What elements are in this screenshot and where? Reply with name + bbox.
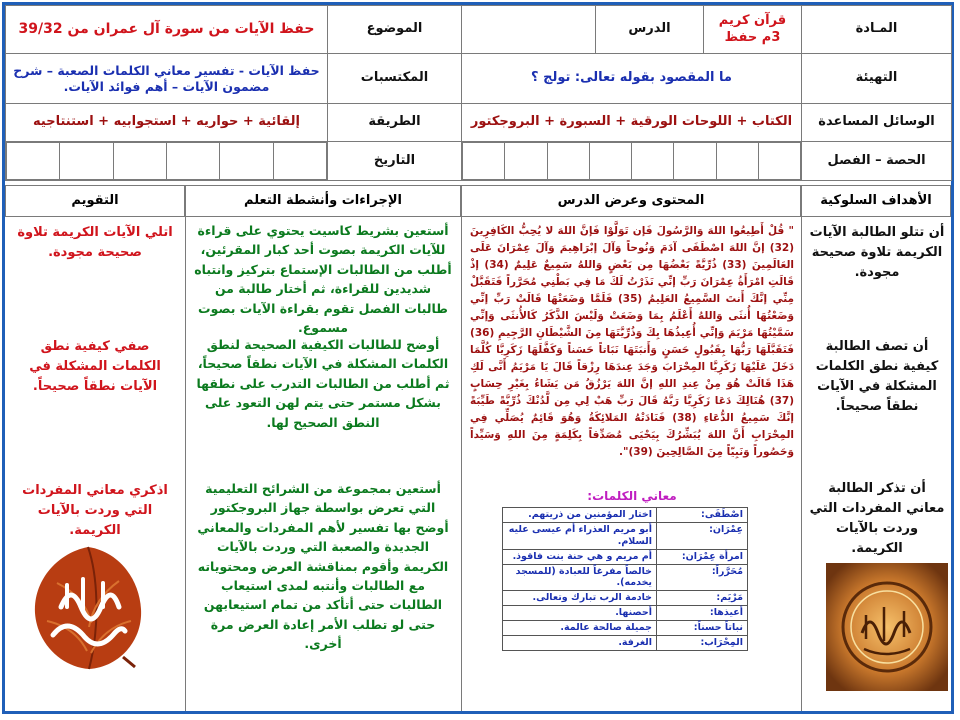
- vocab-meaning: خادمة الرب تبارك وتعالى.: [503, 591, 657, 606]
- vocab-row: [503, 621, 748, 636]
- evaluation-item: اذكري معاني المفردات التي وردت بالآيات الكريمة.: [22, 483, 168, 539]
- objectives-title: الأهداف السلوكية: [801, 185, 951, 217]
- calligraphy-emblem-image: [826, 563, 948, 691]
- topic-value: حفظ الآيات من سورة آل عمران من 39/32: [6, 6, 328, 54]
- vocab-word: نباتاً حسناً:: [657, 621, 748, 636]
- header-table: [5, 5, 952, 181]
- vocab-word: عِمْرَان:: [657, 522, 748, 549]
- vocab-row: [503, 564, 748, 591]
- procedure-item: أستعين بشريط كاسيت يحتوي على قراءة للآيات الكريمة بصوت أحد كبار المقرئين، أطلب من الطالبات الإستماع بتركيز وانتباه شديدين للقراءة، ثم أختار طالبة من طالبات الفصل تقوم بقراءة الآيات بصوت مسموع.: [194, 223, 452, 335]
- date-cells: [6, 142, 328, 181]
- quran-verses: " قُلْ أَطِيعُوا اللهَ وَالرَّسُولَ فَإن تَوَلَّوْا فَإنَّ اللهَ لا يُحِبُّ الكَافِرِينَ (32) إنَّ اللهَ اصْطَفَى آدَمَ وَنُوحاً وَآلَ إبْرَاهِيمَ وَآلَ عِمْرَانَ عَلَى العَالَمِينَ (33) ذُرِّيَّةً بَعْضُهَا مِن بَعْضٍ وَاللهُ سَمِيعٌ عَلِيمٌ (34) إذْ قَالَتِ امْرَأَةُ عِمْرَانَ رَبِّ إنِّي نَذَرْتُ لَكَ مَا فِي بَطْنِي مُحَرَّراً فَتَقَبَّلْ مِنِّي إنَّكَ أَنتَ السَّمِيعُ العَلِيمُ (35) فَلَمَّا وَضَعَتْهَا قَالَتْ رَبِّ إنِّي وَضَعْتُهَا أُنثَى وَاللهُ أَعْلَمُ بِمَا وَضَعَتْ وَلَيْسَ الذَّكَرُ كَالأُنثَى وَإنِّي سَمَّيْتُهَا مَرْيَمَ وَإنِّي أُعِيذُهَا بِكَ وَذُرِّيَّتَهَا مِنَ الشَّيْطَانِ الرَّجِيمِ (36) فَتَقَبَّلَهَا رَبُّهَا بِقَبُولٍ حَسَنٍ وَأَنبَتَهَا نَبَاتاً حَسَناً وَكَفَّلَهَا زَكَرِيَّا كُلَّمَا دَخَلَ عَلَيْهَا زَكَرِيَّا المِحْرَابَ وَجَدَ عِندَهَا رِزْقاً قَالَ يَا مَرْيَمُ أَنَّى لَكِ هَذَا قَالَتْ هُوَ مِنْ عِندِ اللهِ إنَّ اللهَ يَرْزُقُ مَن يَشَاءُ بِغَيْرِ حِسَابٍ (37) هُنَالِكَ دَعَا زَكَرِيَّا رَبَّهُ قَالَ رَبِّ هَبْ لِي مِن لَّدُنْكَ ذُرِّيَّةً طَيِّبَةً إنَّكَ سَمِيعُ الدُّعَاءِ (38) فَنَادَتْهُ المَلائِكَةُ وَهُوَ قَائِمٌ يُصَلِّي فِي المِحْرَابِ أَنَّ اللهَ يُبَشِّرُكَ بِيَحْيَى مُصَدِّقاً بِكَلِمَةٍ مِنَ اللهِ وَسَيِّداً وَحَصُوراً وَنَبِيّاً مِنَ الصَّالِحِينَ (39)".: [470, 225, 794, 458]
- procedures-column: [185, 217, 461, 711]
- date-label: التاريخ: [328, 142, 462, 181]
- evaluation-item: اتلي الآيات الكريمة تلاوة صحيحة مجودة.: [17, 225, 173, 261]
- vocab-word: أعيذها:: [657, 606, 748, 621]
- bismillah-leaf-logo: [27, 543, 149, 673]
- intro-value: ما المقصود بقوله تعالى: تولج ؟: [462, 54, 802, 104]
- vocab-word: مَرْيَم:: [657, 591, 748, 606]
- objective-item: أن تتلو الطالبة الآيات الكريمة تلاوة صحيحة مجودة.: [809, 225, 945, 281]
- period-label: الحصة – الفصل: [802, 142, 952, 181]
- vocab-row: [503, 508, 748, 523]
- vocab-word: امرأة عِمْرَان:: [657, 549, 748, 564]
- vocab-word: المِحْرَاب:: [657, 635, 748, 650]
- vocab-table: [502, 507, 748, 651]
- objective-item: أن تذكر الطالبة معاني المفردات التي وردت بالآيات الكريمة.: [809, 481, 945, 557]
- evaluation-item: صفي كيفية نطق الكلمات المشكلة في الآيات نطقاً صحيحاً.: [29, 339, 161, 395]
- evaluation-column: [5, 217, 185, 711]
- objective-item: أن تصف الطالبة كيفية نطق الكلمات المشكلة في الآيات نطقاً صحيحاً.: [815, 339, 939, 415]
- period-cells: [462, 142, 802, 181]
- method-value: إلقائية + حواريه + استجوابيه + استنتاجيه: [6, 104, 328, 142]
- lesson-label: الدرس: [596, 6, 704, 54]
- content-column: [461, 217, 801, 711]
- vocab-meaning: الغرفة.: [503, 635, 657, 650]
- lesson-plan-frame: [2, 2, 954, 714]
- vocab-meaning: أم مريم و هي حنة بنت فاقوذ.: [503, 549, 657, 564]
- vocab-meaning: أبو مريم العذراء أم عيسى عليه السلام.: [503, 522, 657, 549]
- evaluation-title: التقويم: [5, 185, 185, 217]
- subject-label: المـادة: [802, 6, 952, 54]
- topic-label: الموضوع: [328, 6, 462, 54]
- lesson-value-cell: [462, 6, 596, 54]
- aids-value: الكتاب + اللوحات الورقية + السبورة + البروجكتور: [462, 104, 802, 142]
- vocab-row: [503, 606, 748, 621]
- content-title: المحتوى وعرض الدرس: [461, 185, 801, 217]
- subject-value: قرآن كريم 3م حفظ: [704, 6, 802, 54]
- vocab-meaning: خالصاً مفرغاً للعبادة (للمسجد يخدمه).: [503, 564, 657, 591]
- objectives-column: [801, 217, 951, 711]
- procedures-title: الإجراءات وأنشطة التعلم: [185, 185, 461, 217]
- vocab-meaning: اختار المؤمنين من ذريتهم.: [503, 508, 657, 523]
- vocab-meaning: جميلة صالحة عالمة.: [503, 621, 657, 636]
- aids-label: الوسائل المساعدة: [802, 104, 952, 142]
- gains-value: حفظ الآيات - تفسير معاني الكلمات الصعبة – شرح مضمون الآيات – أهم فوائد الآيات.: [6, 54, 328, 104]
- vocab-word: مُحَرَّراً:: [657, 564, 748, 591]
- procedure-item: أوضح للطالبات الكيفية الصحيحة لنطق الكلمات المشكلة في الآيات نطقاً صحيحاً، ثم أطلب من الطالبات التدرب على نطقها بشكل مستمر حتى يتم لهن التعود على النطق الصحيح لها.: [196, 337, 450, 430]
- vocab-row: [503, 549, 748, 564]
- method-label: الطريقة: [328, 104, 462, 142]
- intro-label: التهيئة: [802, 54, 952, 104]
- procedure-item: أستعين بمجموعة من الشرائح التعليمية التي تعرض بواسطة جهاز البروجكتور أوضح بها تفسير لأهم المفردات والمعاني الجديدة والصعبة التي وردت بالآيات الكريمة وأقوم بمناقشة العرض ومحتوياته مع الطالبات وأنتبه لمدى استيعاب الطالبات حتى أتأكد من تمام استيعابهن حتى لو تطلب الأمر إعادة العرض مرة أخرى.: [197, 481, 449, 651]
- vocab-row: [503, 591, 748, 606]
- vocab-title: معاني الكلمات:: [587, 489, 677, 503]
- vocab-row: [503, 635, 748, 650]
- vocab-row: [503, 522, 748, 549]
- vocab-word: اصْطَفَى:: [657, 508, 748, 523]
- gains-label: المكتسبات: [328, 54, 462, 104]
- vocab-meaning: أحصنها.: [503, 606, 657, 621]
